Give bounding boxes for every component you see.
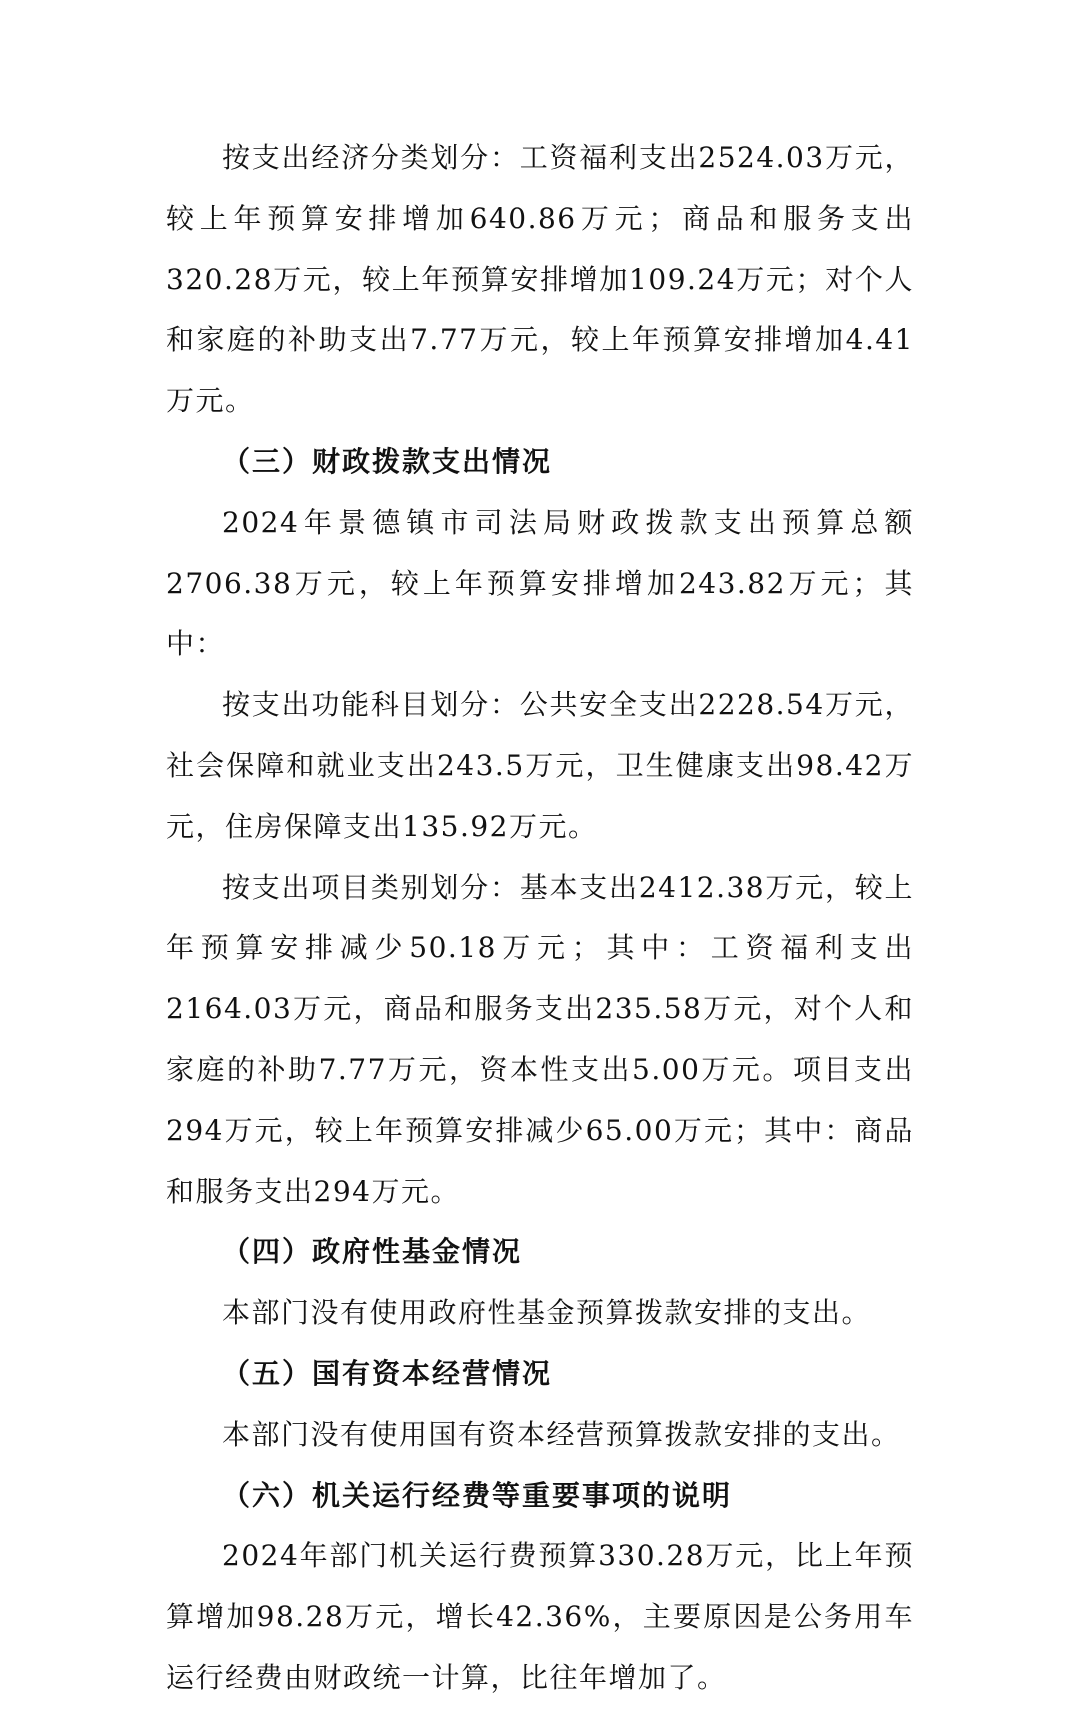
para-functional-classification: 按支出功能科目划分：公共安全支出2228.54万元，社会保障和就业支出243.5万元，卫生健康支出98.42万元，住房保障支出135.92万元。 bbox=[166, 688, 914, 843]
para-project-category: 按支出项目类别划分：基本支出2412.38万元，较上年预算安排减少50.18万元；其中：工资福利支出2164.03万元，商品和服务支出235.58万元，对个人和家庭的补助7.77万元，资本性支出5.00万元。项目支出294万元，较上年预算安排减少65.00万元；其中：商品和服务支出294万元。 bbox=[166, 870, 914, 1208]
document-body bbox=[166, 128, 914, 1709]
heading-fiscal-appropriation: （三）财政拨款支出情况 bbox=[222, 444, 553, 478]
para-economic-classification: 按支出经济分类划分：工资福利支出2524.03万元，较上年预算安排增加640.86万元；商品和服务支出320.28万元，较上年预算安排增加109.24万元；对个人和家庭的补助支出7.77万元，较上年预算安排增加4.41万元。 bbox=[166, 141, 914, 418]
heading-government-fund: （四）政府性基金情况 bbox=[222, 1235, 523, 1269]
para-government-fund: 本部门没有使用政府性基金预算拨款安排的支出。 bbox=[222, 1296, 872, 1330]
para-operating-expenses: 2024年部门机关运行费预算330.28万元，比上年预算增加98.28万元，增长42.36%，主要原因是公务用车运行经费由财政统一计算，比往年增加了。 bbox=[166, 1539, 914, 1694]
heading-operating-expenses: （六）机关运行经费等重要事项的说明 bbox=[222, 1478, 733, 1512]
para-state-capital: 本部门没有使用国有资本经营预算拨款安排的支出。 bbox=[222, 1417, 901, 1451]
para-fiscal-total: 2024年景德镇市司法局财政拨款支出预算总额2706.38万元，较上年预算安排增加243.82万元；其中： bbox=[166, 505, 914, 661]
heading-state-capital: （五）国有资本经营情况 bbox=[222, 1356, 553, 1390]
